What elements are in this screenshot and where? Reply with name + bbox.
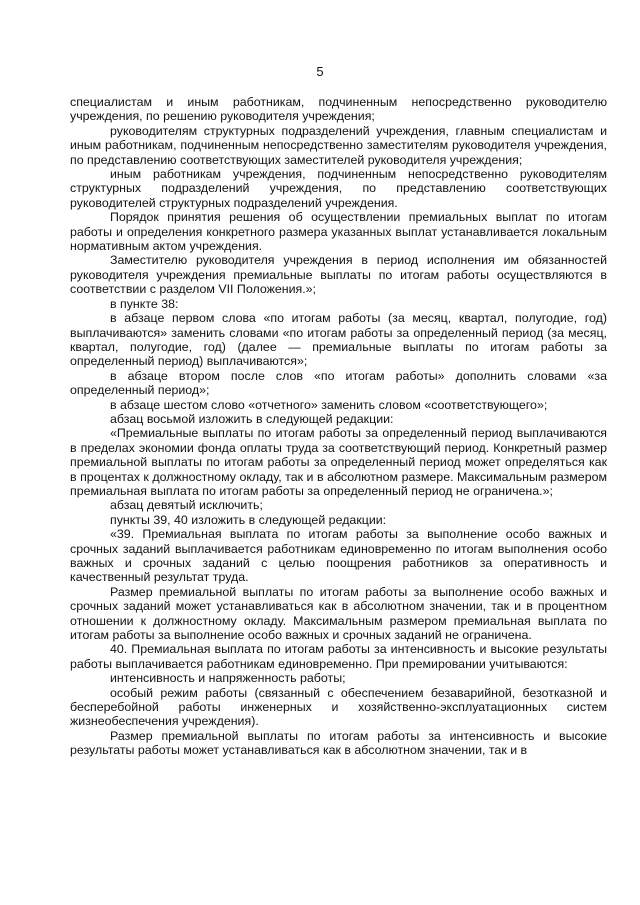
- page-number: 5: [316, 64, 324, 79]
- paragraph-13: пункты 39, 40 изложить в следующей редакции:: [110, 512, 387, 527]
- paragraph-18: особый режим работы (связанный с обеспечением безаварийной, безотказной и бесперебойной работы инженерных и хозяйственно-эксплуатационных систем жизнеобеспечения учреждения).: [70, 685, 607, 729]
- paragraph-12: абзац девятый исключить;: [110, 498, 263, 513]
- paragraph-3: иным работникам учреждения, подчиненным непосредственно руководителям структурных подразделений учреждения, по представлению соответствующих руководителей структурных подразделений учреждения.: [70, 167, 607, 210]
- paragraph-19: Размер премиальной выплаты по итогам работы за интенсивность и высокие результаты работы может устанавливаться как в абсолютном значении, так и в: [70, 728, 607, 758]
- paragraph-6: в пункте 38:: [110, 296, 179, 311]
- paragraph-8: в абзаце втором после слов «по итогам работы» дополнить словами «за определенный период»;: [70, 368, 607, 398]
- paragraph-9: в абзаце шестом слово «отчетного» заменить словом «соответствующего»;: [110, 397, 548, 412]
- paragraph-15: Размер премиальной выплаты по итогам работы за выполнение особо важных и срочных заданий может устанавливаться как в абсолютном значении, так и в процентном отношении к должностному окладу. Максимальным размером премиальная выплата по итогам работы за выполнение особо важных и срочных заданий не ограничена.: [70, 584, 607, 643]
- paragraph-16: 40. Премиальная выплата по итогам работы за интенсивность и высокие результаты работы выплачивается работникам единовременно. При премировании учитываются:: [70, 642, 607, 671]
- paragraph-11: «Премиальные выплаты по итогам работы за определенный период выплачиваются в пределах экономии фонда оплаты труда за соответствующий период. Конкретный размер премиальной выплаты по итогам работы за определенный период может определяться как в процентах к должностному окладу, так и в абсолютном размере. Максимальным размером премиальная выплата по итогам работы за определенный период не ограничена.»;: [70, 426, 607, 498]
- paragraph-2: руководителям структурных подразделений учреждения, главным специалистам и иным работникам, подчиненным непосредственно заместителям руководителя учреждения, по представлению соответствующих заместителей руководителя учреждения;: [70, 123, 607, 167]
- paragraph-4: Порядок принятия решения об осуществлении премиальных выплат по итогам работы и определения конкретного размера указанных выплат устанавливается локальным нормативным актом учреждения.: [70, 210, 607, 254]
- paragraph-1: специалистам и иным работникам, подчиненным непосредственно руководителю учреждения, по решению руководителя учреждения;: [70, 95, 607, 124]
- paragraph-17: интенсивность и напряженность работы;: [110, 671, 346, 686]
- paragraph-7: в абзаце первом слова «по итогам работы (за месяц, квартал, полугодие, год) выплачиваются» заменить словами «по итогам работы за определенный период (за месяц, квартал, полугодие, год) (далее — премиальные выплаты по итогам работы за определенный период) выплачиваются»;: [70, 311, 607, 369]
- paragraph-5: Заместителю руководителя учреждения в период исполнения им обязанностей руководителя учреждения премиальные выплаты по итогам работы осуществляются в соответствии с разделом VII Положения.»;: [70, 253, 607, 297]
- paragraph-14: «39. Премиальная выплата по итогам работы за выполнение особо важных и срочных заданий выплачивается работникам единовременно по итогам выполнения особо важных и срочных заданий с целью поощрения работников за оперативность и качественный результат труда.: [70, 527, 607, 585]
- document-body: [70, 95, 607, 758]
- paragraph-10: абзац восьмой изложить в следующей редакции:: [110, 411, 394, 426]
